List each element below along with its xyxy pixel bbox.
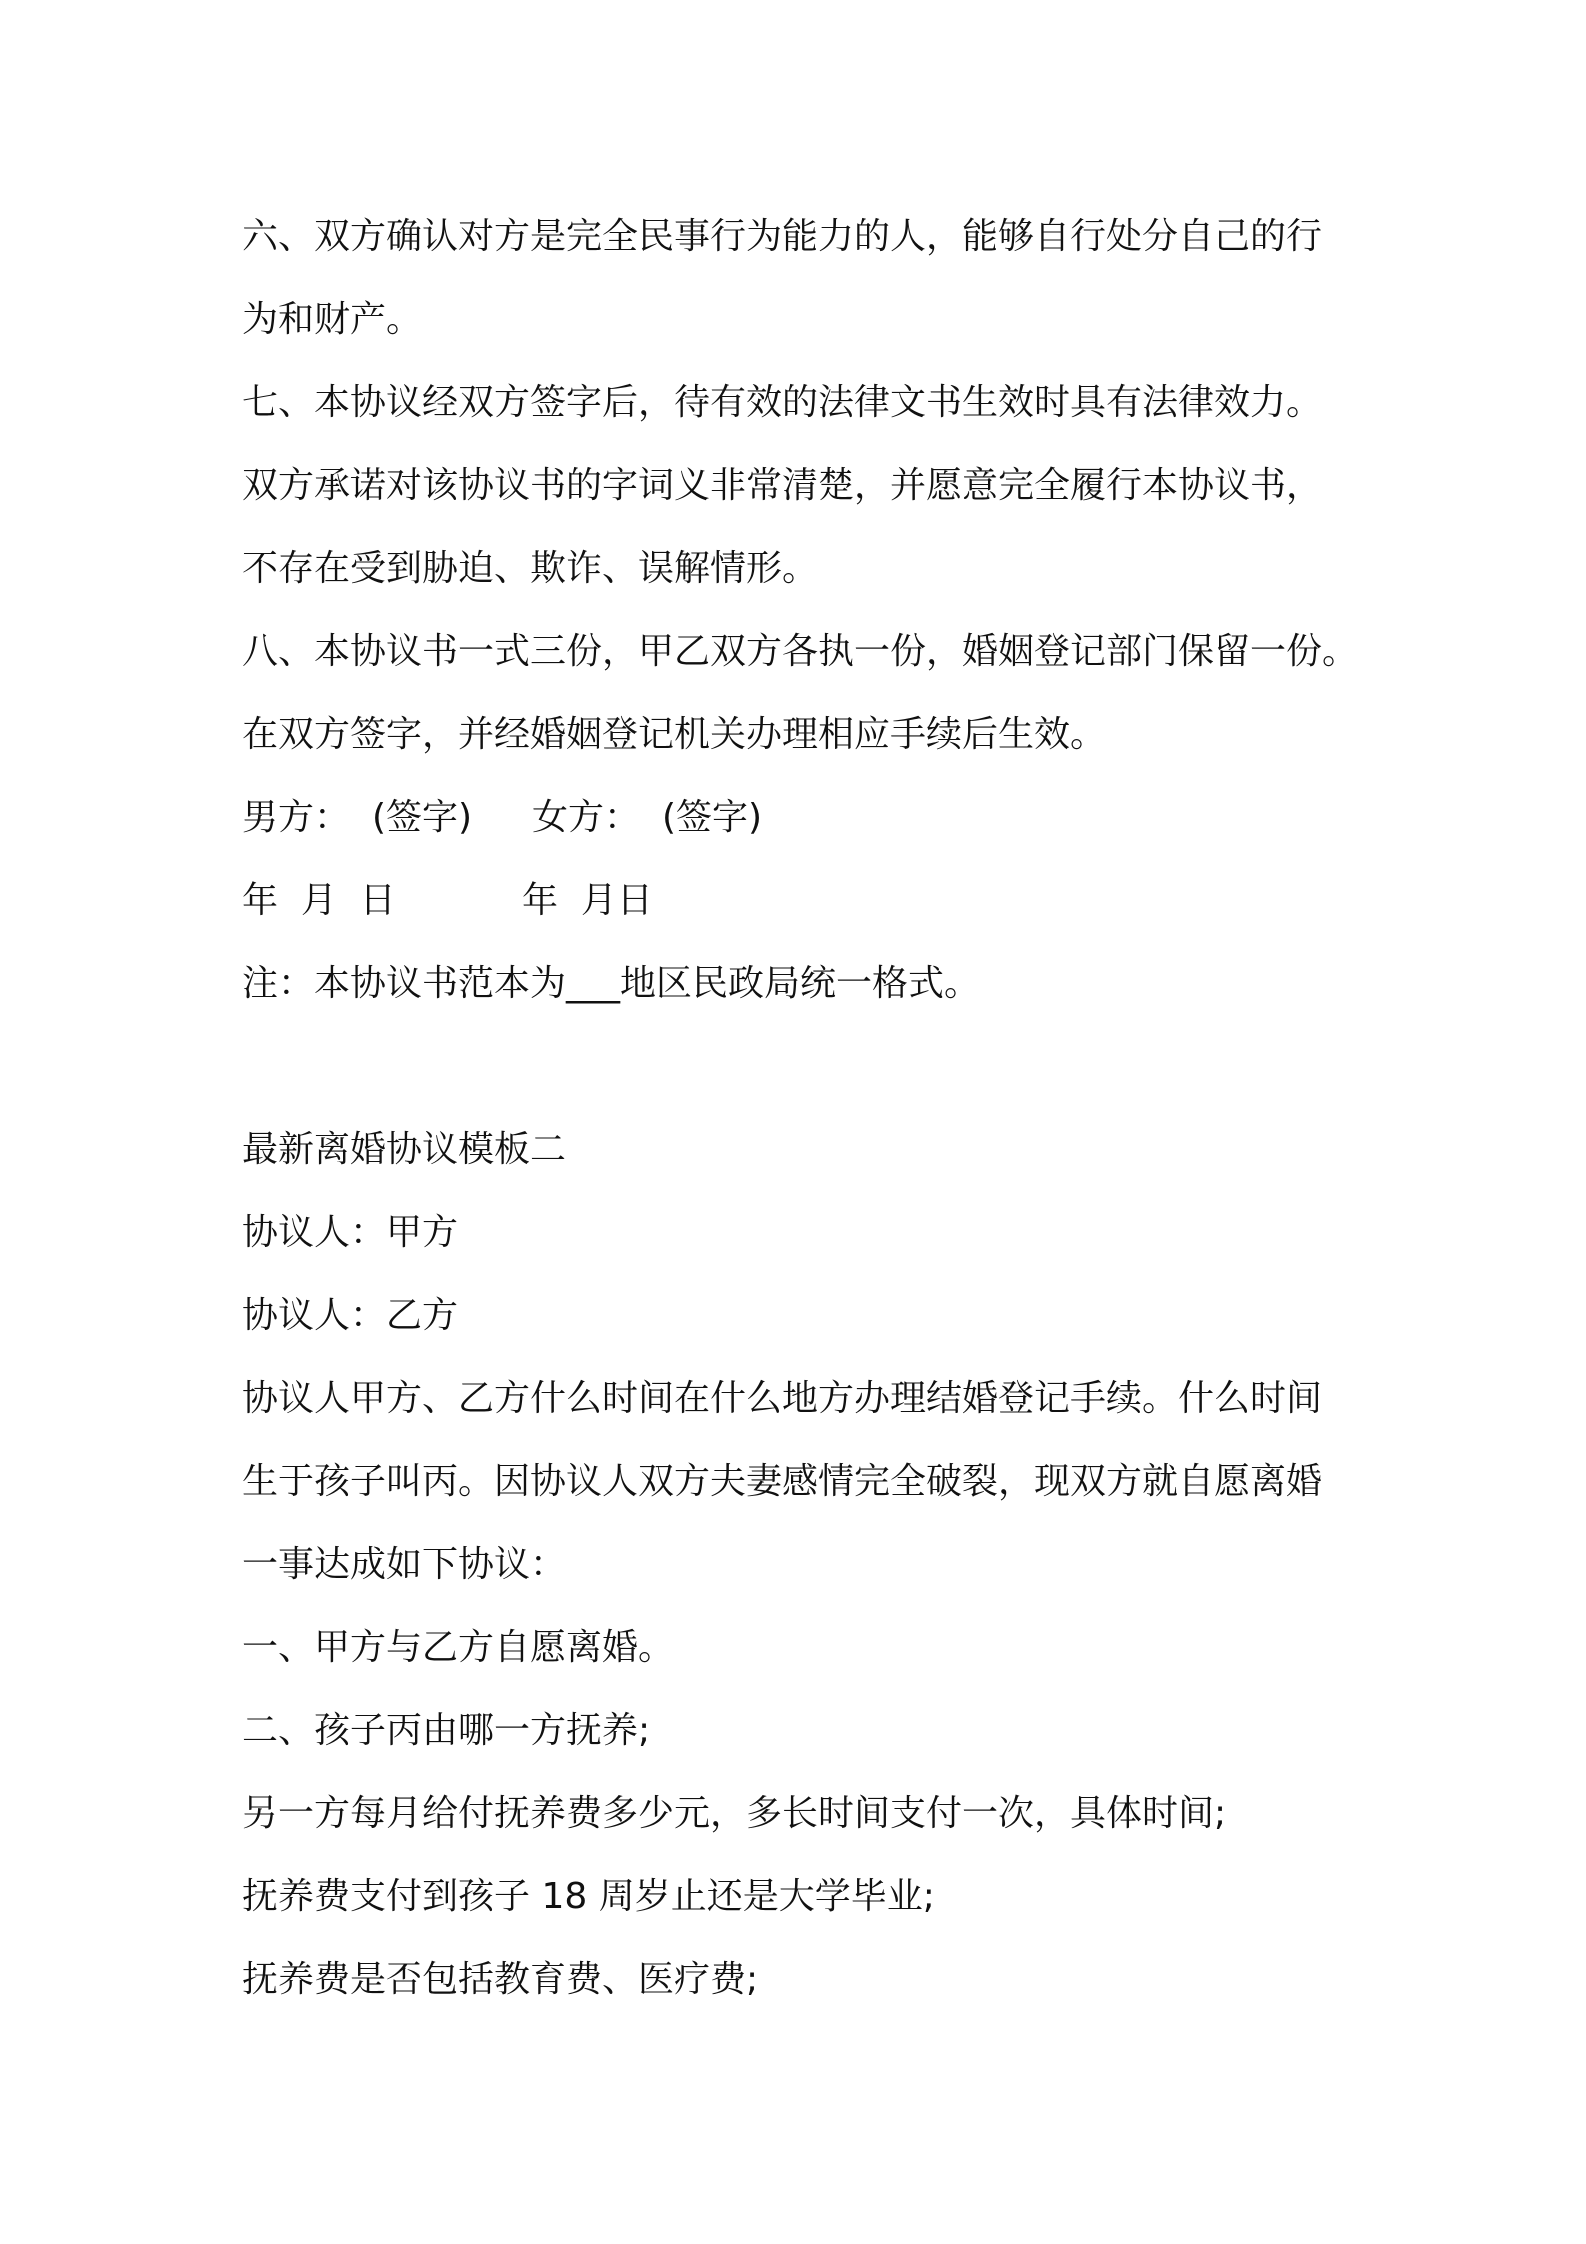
female-date: 年 月日 (522, 880, 653, 921)
intro-line-1: 协议人甲方、乙方什么时间在什么地方办理结婚登记手续。什么时间 (242, 1378, 1323, 1419)
item-2-detail-3: 抚养费是否包括教育费、医疗费; (242, 1959, 759, 2000)
intro-line-3: 一事达成如下协议： (242, 1544, 567, 1585)
male-signature-label: 男方： (242, 797, 351, 838)
female-signature-label: 女方： (532, 797, 641, 838)
section-2-title: 最新离婚协议模板二 (242, 1129, 567, 1170)
clause-8-line-2: 在双方签字，并经婚姻登记机关办理相应手续后生效。 (242, 714, 1107, 755)
clause-7-line-2: 双方承诺对该协议书的字词义非常清楚，并愿意完全履行本协议书， (242, 465, 1323, 506)
signature-row (242, 776, 1362, 859)
clause-6-line-1: 六、双方确认对方是完全民事行为能力的人，能够自行处分自己的行 (242, 216, 1323, 257)
clause-7-line-3: 不存在受到胁迫、欺诈、误解情形。 (242, 548, 819, 589)
item-2-detail-2: 抚养费支付到孩子 18 周岁止还是大学毕业; (242, 1876, 935, 1917)
female-signature-value: (签字) (662, 797, 763, 838)
male-date: 年 月 日 (242, 880, 396, 921)
clause-8-line-1: 八、本协议书一式三份，甲乙双方各执一份，婚姻登记部门保留一份。 (242, 631, 1359, 672)
date-row (242, 859, 1362, 942)
clause-6-line-2: 为和财产。 (242, 299, 423, 340)
item-2: 二、孩子丙由哪一方抚养; (242, 1710, 651, 1751)
male-signature-value: (签字) (372, 797, 473, 838)
item-2-detail-1: 另一方每月给付抚养费多少元，多长时间支付一次，具体时间; (242, 1793, 1227, 1834)
clause-7-line-1: 七、本协议经双方签字后，待有效的法律文书生效时具有法律效力。 (242, 382, 1323, 423)
template-note: 注：本协议书范本为___地区民政局统一格式。 (242, 963, 981, 1004)
item-1: 一、甲方与乙方自愿离婚。 (242, 1627, 675, 1668)
party-a-line: 协议人：甲方 (242, 1212, 459, 1253)
document-body (242, 195, 1362, 2021)
intro-line-2: 生于孩子叫丙。因协议人双方夫妻感情完全破裂，现双方就自愿离婚 (242, 1461, 1323, 1502)
party-b-line: 协议人：乙方 (242, 1295, 459, 1336)
section-spacer (242, 1025, 1362, 1108)
